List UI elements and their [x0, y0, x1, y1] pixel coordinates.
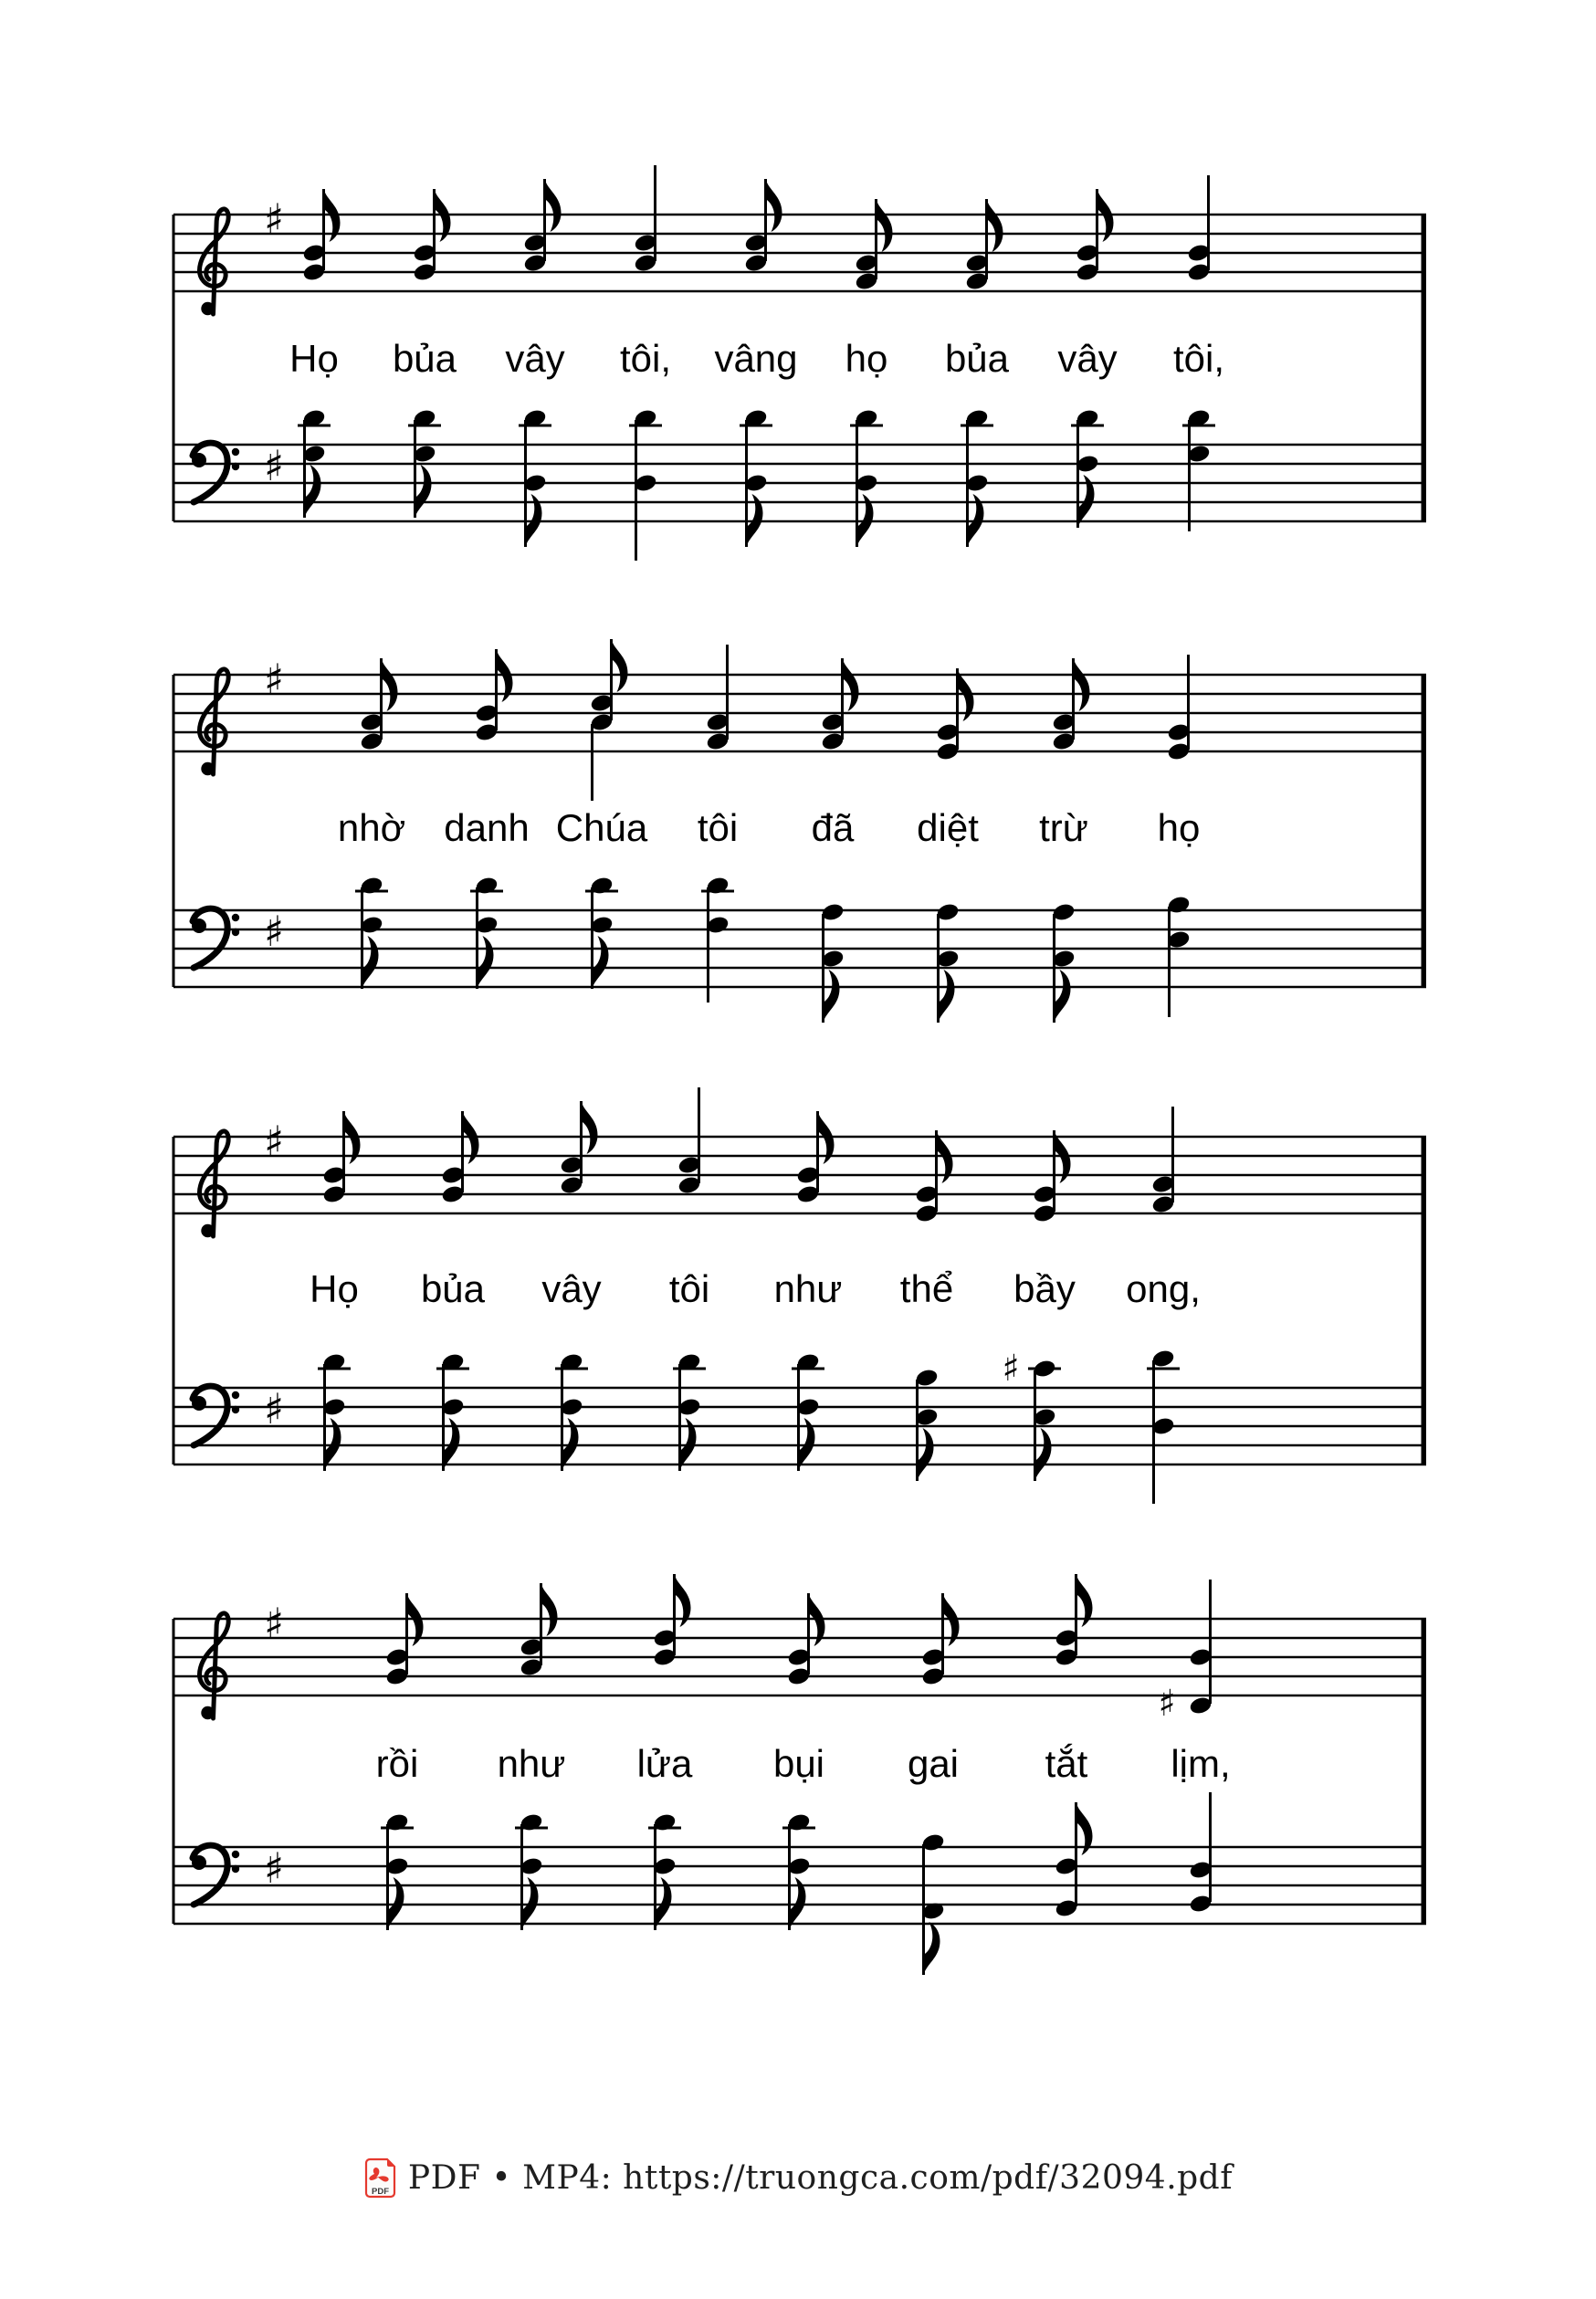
eighth-flag-icon: [1035, 1428, 1052, 1481]
treble-note-chord: [520, 1583, 558, 1677]
grand-staff-system-3: [173, 1087, 1426, 1504]
treble-note-chord: [322, 1111, 361, 1204]
sharp-accidental-icon: ♯: [1158, 1683, 1176, 1725]
treble-note-chord: [560, 1101, 598, 1195]
bass-note-chord: [515, 1812, 548, 1930]
key-signature-sharp-icon: ♯: [263, 907, 285, 956]
lyric-syllable: tôi,: [1172, 337, 1225, 380]
lyric-syllable: gai: [907, 1742, 960, 1785]
lyric-syllable: Họ: [289, 337, 339, 380]
eighth-flag-icon: [362, 936, 379, 989]
final-barline: [1422, 1619, 1427, 1924]
bass-note-chord: [519, 408, 551, 547]
key-signature-sharp-icon: ♯: [263, 1599, 285, 1648]
treble-note-chord: [706, 645, 730, 751]
treble-note-chord: [590, 639, 628, 801]
lyric-syllable: Họ: [310, 1267, 359, 1310]
lyric-syllable: diệt: [917, 806, 979, 849]
treble-note-chord: [653, 1574, 691, 1667]
treble-note-chord: [1033, 1130, 1071, 1223]
bass-clef-icon: [192, 908, 239, 968]
eighth-flag-icon: [918, 1428, 934, 1481]
lyric-syllable: họ: [1157, 806, 1201, 849]
treble-note-chord: [413, 189, 451, 282]
treble-note-chord: [1158, 1580, 1213, 1725]
final-barline: [1422, 215, 1427, 521]
treble-note-chord: [936, 668, 974, 761]
lyric-syllable: danh: [444, 806, 530, 849]
bass-note-chord: [961, 408, 993, 547]
bass-note-chord: [673, 1352, 706, 1471]
key-signature-sharp-icon: ♯: [263, 1117, 285, 1166]
bass-note-chord: [782, 1812, 815, 1930]
svg-text:PDF: PDF: [371, 2187, 389, 2197]
bass-note-chord: [821, 902, 845, 1023]
bass-note-chord: [355, 876, 388, 989]
bass-note-chord: [1055, 1802, 1093, 1918]
bass-clef-icon: [192, 1845, 239, 1905]
grand-staff-system-4: [173, 1574, 1426, 1975]
bass-note-chord: [792, 1352, 824, 1471]
bass-note-chord: [585, 876, 618, 989]
bass-note-chord: [318, 1352, 351, 1471]
lyric-syllable: đã: [811, 806, 855, 849]
treble-note-chord: [441, 1111, 479, 1204]
bass-note-chord: [1071, 408, 1104, 528]
grand-staff-system-1: [173, 165, 1426, 561]
lyric-syllable: vây: [505, 337, 565, 380]
eighth-flag-icon: [939, 970, 955, 1023]
bass-note-chord: [1167, 895, 1192, 1017]
treble-clef-icon: [200, 1131, 229, 1237]
eighth-flag-icon: [382, 658, 398, 711]
sharp-accidental-icon: ♯: [1002, 1348, 1020, 1390]
bass-note-chord: [470, 876, 503, 989]
lyric-syllable: bủa: [420, 1267, 486, 1310]
treble-note-chord: [965, 199, 1003, 291]
eighth-flag-icon: [877, 199, 893, 252]
eighth-flag-icon: [478, 936, 494, 989]
eighth-flag-icon: [612, 639, 628, 692]
final-barline: [1422, 675, 1427, 987]
treble-note-chord: [1187, 175, 1212, 282]
eighth-flag-icon: [843, 658, 859, 711]
bass-note-chord: [629, 408, 662, 561]
lyric-syllable: ong,: [1126, 1267, 1201, 1310]
lyric-syllable: nhờ: [337, 806, 406, 849]
bass-clef-icon: [192, 443, 239, 502]
treble-note-chord: [360, 658, 398, 751]
treble-note-chord: [821, 658, 859, 751]
bass-note-chord: [701, 876, 734, 1003]
lyric-syllable: bủa: [944, 337, 1010, 380]
treble-note-chord: [1055, 1574, 1093, 1667]
footer-link[interactable]: PDF • MP4: https://truongca.com/pdf/32094.pdf: [407, 2159, 1234, 2197]
grand-staff-system-2: [173, 639, 1426, 1023]
treble-staff: [173, 675, 1426, 751]
treble-note-chord: [634, 165, 658, 273]
bass-note-chord: [740, 408, 772, 547]
bass-note-chord: [936, 902, 961, 1023]
lyric-syllable: tôi,: [619, 337, 672, 380]
lyric-syllable: bủa: [392, 337, 457, 380]
treble-note-chord: [1076, 189, 1114, 282]
key-signature-sharp-icon: ♯: [263, 441, 285, 490]
bass-note-chord: [1182, 408, 1215, 531]
eighth-flag-icon: [415, 465, 432, 518]
lyric-syllable: họ: [845, 337, 888, 380]
bass-clef-icon: [192, 1386, 239, 1445]
footer-bar: [0, 2157, 1596, 2199]
lyric-syllable: Chúa: [555, 806, 648, 849]
treble-clef-icon: [200, 1613, 229, 1719]
key-signature-sharp-icon: ♯: [263, 1843, 285, 1893]
lyric-syllable: bầy: [1013, 1267, 1076, 1310]
lyric-syllable: lửa: [636, 1742, 693, 1785]
eighth-flag-icon: [924, 1922, 940, 1975]
bass-note-chord: [850, 408, 883, 547]
lyric-syllable: vâng: [714, 337, 798, 380]
eighth-flag-icon: [824, 970, 840, 1023]
bass-note-chord: [381, 1812, 414, 1930]
treble-clef-icon: [200, 209, 229, 315]
treble-note-chord: [385, 1593, 424, 1686]
final-barline: [1422, 1137, 1427, 1464]
eighth-flag-icon: [541, 1583, 558, 1636]
treble-note-chord: [787, 1593, 825, 1686]
eighth-flag-icon: [766, 179, 782, 232]
treble-note-chord: [1052, 658, 1090, 751]
bass-note-chord: [1189, 1792, 1213, 1914]
treble-note-chord: [855, 199, 893, 291]
eighth-flag-icon: [593, 936, 609, 989]
key-signature-sharp-icon: ♯: [263, 655, 285, 704]
treble-note-chord: [796, 1111, 835, 1204]
bass-note-chord: [555, 1352, 588, 1471]
lyric-syllable: lịm,: [1171, 1742, 1231, 1785]
key-signature-sharp-icon: ♯: [263, 194, 285, 244]
bass-note-chord: [648, 1812, 681, 1930]
lyric-syllable: như: [497, 1742, 566, 1785]
eighth-flag-icon: [305, 465, 321, 518]
eighth-flag-icon: [582, 1101, 598, 1154]
lyric-syllable: rồi: [375, 1742, 419, 1785]
lyric-syllable: bụi: [772, 1742, 825, 1785]
treble-note-chord: [744, 179, 782, 273]
treble-note-chord: [677, 1087, 702, 1195]
lyric-syllable: trừ: [1039, 806, 1088, 849]
lyric-syllable: như: [773, 1267, 843, 1310]
eighth-flag-icon: [545, 179, 562, 232]
lyric-syllable: thể: [899, 1267, 954, 1310]
bass-note-chord: [1052, 902, 1076, 1023]
lyric-syllable: tắt: [1045, 1742, 1088, 1785]
bass-note-chord: [436, 1352, 469, 1471]
key-signature-sharp-icon: ♯: [263, 1384, 285, 1433]
lyric-syllable: tôi: [668, 1267, 710, 1310]
treble-note-chord: [921, 1593, 960, 1686]
eighth-flag-icon: [1055, 970, 1071, 1023]
eighth-flag-icon: [1074, 658, 1090, 711]
treble-note-chord: [302, 189, 341, 282]
pdf-file-icon[interactable]: [363, 2157, 397, 2199]
eighth-flag-icon: [987, 199, 1003, 252]
bass-note-chord: [1002, 1348, 1061, 1481]
treble-note-chord: [475, 649, 513, 742]
lyric-syllable: vây: [541, 1267, 602, 1310]
lyric-syllable: tôi: [697, 806, 739, 849]
treble-note-chord: [523, 179, 562, 273]
treble-note-chord: [915, 1130, 953, 1223]
treble-clef-icon: [200, 669, 229, 775]
bass-staff: [173, 445, 1426, 521]
treble-staff: [173, 215, 1426, 291]
treble-note-chord: [1167, 655, 1192, 761]
treble-note-chord: [1151, 1107, 1176, 1214]
lyric-syllable: vây: [1057, 337, 1118, 380]
